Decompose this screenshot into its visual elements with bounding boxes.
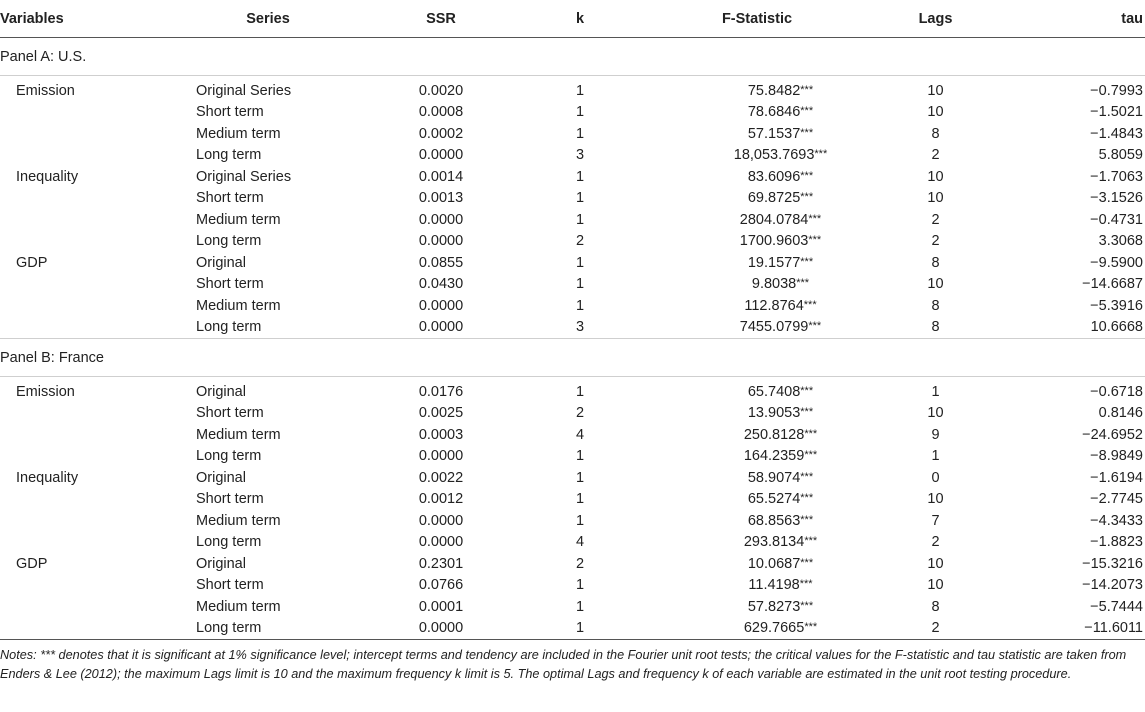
k-cell: 3 — [575, 147, 585, 164]
k-cell: 1 — [575, 190, 585, 207]
tau-cell: −5.7444 — [1090, 598, 1143, 615]
variable-cell — [0, 618, 168, 640]
variable-cell — [0, 424, 168, 446]
tau-cell: 0.8146 — [1098, 405, 1143, 422]
k-cell: 1 — [575, 469, 585, 486]
table-notes: Notes: *** denotes that it is significant at 1% significance level; intercept terms and tendency are included in the Fourier unit root tests; the critical values for the F-statistic and tau statistic are taken from Enders & Lee (2012); the maximum Lags limit is 10 and the maximum frequency k limit is 5. The optimal Lags and frequency k of each variable are estimated in the unit root testing procedure. — [0, 648, 1127, 681]
ssr-cell: 0.0014 — [418, 168, 464, 185]
lags-cell: 10 — [927, 555, 944, 572]
ssr-cell: 0.0022 — [418, 469, 464, 486]
k-cell: 1 — [575, 168, 585, 185]
series-cell: Medium term — [196, 297, 281, 314]
table-row — [0, 317, 1145, 339]
ssr-cell: 0.0000 — [368, 618, 514, 640]
ssr-cell: 0.0000 — [418, 297, 464, 314]
tau-cell: −2.7745 — [1090, 491, 1143, 508]
k-cell: 1 — [575, 104, 585, 121]
variable-cell — [0, 209, 168, 231]
variable-cell: Emission — [16, 383, 75, 400]
table-row — [0, 532, 1145, 554]
series-cell: Original — [196, 555, 246, 572]
fstat-value: 629.7665 — [743, 620, 805, 637]
lags-cell: 1 — [931, 383, 940, 400]
header-row — [0, 0, 1145, 38]
ssr-cell: 0.0000 — [418, 233, 464, 250]
fstat-cell — [646, 317, 868, 339]
tau-cell: −15.3216 — [1082, 555, 1143, 572]
k-cell: 2 — [575, 405, 585, 422]
significance-marker: *** — [804, 621, 818, 634]
ssr-cell: 0.0000 — [418, 448, 464, 465]
significance-marker: *** — [799, 578, 813, 591]
ssr-cell: 0.0000 — [418, 147, 464, 164]
table-row — [0, 76, 1145, 102]
lags-cell: 8 — [931, 598, 940, 615]
tau-cell: −4.3433 — [1090, 512, 1143, 529]
table-row — [0, 489, 1145, 511]
panel-header-row — [0, 38, 1145, 76]
variable-cell: Inequality — [16, 469, 79, 486]
panel-header-row — [0, 339, 1145, 377]
fstat-cell — [646, 209, 868, 231]
k-cell: 1 — [575, 383, 585, 400]
ssr-cell: 0.0002 — [418, 125, 464, 142]
k-cell: 1 — [575, 512, 585, 529]
ssr-cell: 0.0000 — [418, 534, 464, 551]
variable-cell: Inequality — [16, 168, 79, 185]
fstat-value: 75.8482 — [747, 82, 801, 99]
variable-cell — [0, 446, 168, 468]
fstat-value: 7455.0799 — [739, 319, 809, 336]
significance-marker: *** — [803, 298, 817, 311]
series-cell: Original Series — [196, 168, 292, 185]
tau-cell: −24.6952 — [1082, 426, 1143, 443]
series-cell: Long term — [196, 147, 262, 164]
k-cell: 4 — [575, 534, 585, 551]
lags-cell: 2 — [868, 618, 1003, 640]
significance-marker: *** — [800, 513, 814, 526]
k-cell: 1 — [575, 491, 585, 508]
table-row — [0, 102, 1145, 124]
variable-cell — [0, 274, 168, 296]
fstat-value: 65.5274 — [747, 491, 801, 508]
fstat-value: 164.2359 — [743, 448, 805, 465]
table-row — [0, 596, 1145, 618]
tau-cell: −5.3916 — [1090, 297, 1143, 314]
ssr-cell: 0.0020 — [418, 82, 464, 99]
variable-cell — [0, 231, 168, 253]
series-cell: Short term — [196, 276, 264, 293]
k-cell: 2 — [575, 233, 585, 250]
series-cell: Original Series — [196, 82, 292, 99]
series-cell: Long term — [196, 448, 262, 465]
fstat-value: 250.8128 — [743, 426, 805, 443]
table-row — [0, 575, 1145, 597]
ssr-cell: 0.0176 — [418, 383, 464, 400]
fstat-cell — [646, 295, 868, 317]
series-cell: Original — [196, 254, 246, 271]
significance-marker: *** — [800, 599, 814, 612]
table-row — [0, 274, 1145, 296]
lags-cell: 10 — [927, 190, 944, 207]
variable-cell — [0, 123, 168, 145]
tau-cell: −0.7993 — [1090, 82, 1143, 99]
ssr-cell: 0.0000 — [418, 512, 464, 529]
table-row — [0, 510, 1145, 532]
series-cell: Original — [196, 469, 246, 486]
fstat-value: 293.8134 — [743, 534, 805, 551]
table-row — [0, 424, 1145, 446]
variable-cell — [0, 102, 168, 124]
table-row — [0, 188, 1145, 210]
variable-cell — [0, 532, 168, 554]
k-cell: 1 — [575, 598, 585, 615]
variable-cell: GDP — [16, 555, 48, 572]
ssr-cell: 0.0001 — [418, 598, 464, 615]
lags-cell: 7 — [931, 512, 940, 529]
significance-marker: *** — [800, 492, 814, 505]
tau-cell: −0.6718 — [1090, 383, 1143, 400]
fstat-cell — [646, 377, 868, 403]
fstat-value: 78.6846 — [747, 104, 801, 121]
ssr-cell: 0.2301 — [418, 555, 464, 572]
significance-marker: *** — [800, 470, 814, 483]
series-cell: Short term — [196, 190, 264, 207]
ssr-cell: 0.0008 — [418, 104, 464, 121]
table-row — [0, 446, 1145, 468]
lags-cell: 8 — [931, 297, 940, 314]
significance-marker: *** — [800, 191, 814, 204]
tau-cell: 5.8059 — [1098, 147, 1143, 164]
tau-cell: −1.6194 — [1090, 469, 1143, 486]
fstat-cell — [646, 274, 868, 296]
k-cell: 1 — [575, 448, 585, 465]
fstat-cell — [646, 231, 868, 253]
table-row — [0, 252, 1145, 274]
significance-marker: *** — [808, 212, 822, 225]
variable-cell — [0, 317, 168, 339]
k-cell: 1 — [575, 577, 585, 594]
fstat-cell — [646, 188, 868, 210]
series-cell: Short term — [196, 577, 264, 594]
variable-cell — [0, 575, 168, 597]
k-cell: 4 — [575, 426, 585, 443]
tau-cell: −9.5900 — [1090, 254, 1143, 271]
fstat-value: 1700.9603 — [739, 233, 809, 250]
header-lags: Lags — [868, 0, 1003, 38]
variable-cell — [0, 403, 168, 425]
fstat-cell — [646, 145, 868, 167]
ssr-cell: 0.0000 — [418, 319, 464, 336]
fstat-value: 68.8563 — [747, 512, 801, 529]
table-row — [0, 377, 1145, 403]
variable-cell — [0, 510, 168, 532]
variable-cell — [0, 188, 168, 210]
variable-cell: Emission — [16, 82, 75, 99]
fstat-cell — [646, 510, 868, 532]
series-cell: Long term — [168, 618, 368, 640]
fstat-value: 58.9074 — [747, 469, 801, 486]
lags-cell: 10 — [927, 577, 944, 594]
fstat-value: 83.6096 — [747, 168, 801, 185]
fstat-value: 69.8725 — [747, 190, 801, 207]
lags-cell: 2 — [931, 211, 940, 228]
tau-cell: −14.6687 — [1082, 276, 1143, 293]
lags-cell: 10 — [927, 104, 944, 121]
k-cell: 1 — [514, 618, 646, 640]
lags-cell: 10 — [927, 405, 944, 422]
fstat-cell — [646, 102, 868, 124]
lags-cell: 8 — [931, 125, 940, 142]
fstat-value: 65.7408 — [747, 383, 801, 400]
significance-marker: *** — [796, 277, 810, 290]
variable-cell — [0, 145, 168, 167]
significance-marker: *** — [800, 556, 814, 569]
significance-marker: *** — [814, 148, 828, 161]
k-cell: 1 — [575, 276, 585, 293]
significance-marker: *** — [808, 234, 822, 247]
fstat-value: 19.1577 — [747, 254, 801, 271]
ssr-cell: 0.0025 — [418, 405, 464, 422]
header-series: Series — [168, 0, 368, 38]
significance-marker: *** — [804, 449, 818, 462]
tau-cell: −14.2073 — [1082, 577, 1143, 594]
fstat-cell — [646, 123, 868, 145]
series-cell: Original — [196, 383, 246, 400]
k-cell: 1 — [575, 211, 585, 228]
fstat-cell — [646, 76, 868, 102]
k-cell: 1 — [575, 297, 585, 314]
fstat-value: 57.1537 — [747, 125, 801, 142]
lags-cell: 0 — [931, 469, 940, 486]
series-cell: Long term — [196, 534, 262, 551]
lags-cell: 1 — [931, 448, 940, 465]
lags-cell: 2 — [931, 147, 940, 164]
ssr-cell: 0.0000 — [418, 211, 464, 228]
panel-title: Panel B: France — [0, 339, 1145, 377]
fstat-cell — [646, 403, 868, 425]
series-cell: Short term — [196, 491, 264, 508]
table-row — [0, 618, 1145, 640]
tau-cell: 3.3068 — [1098, 233, 1143, 250]
lags-cell: 10 — [927, 168, 944, 185]
k-cell: 3 — [575, 319, 585, 336]
significance-marker: *** — [804, 427, 818, 440]
table-row — [0, 553, 1145, 575]
fstat-value: 11.4198 — [748, 577, 800, 594]
tau-cell: −1.5021 — [1090, 104, 1143, 121]
fstat-cell — [646, 532, 868, 554]
fstat-cell — [646, 424, 868, 446]
variable-cell — [0, 295, 168, 317]
table-body — [0, 38, 1145, 640]
ssr-cell: 0.0013 — [418, 190, 464, 207]
table-row — [0, 209, 1145, 231]
significance-marker: *** — [800, 169, 814, 182]
series-cell: Short term — [196, 405, 264, 422]
fstat-cell — [646, 252, 868, 274]
ssr-cell: 0.0855 — [418, 254, 464, 271]
lags-cell: 10 — [927, 276, 944, 293]
series-cell: Medium term — [196, 125, 281, 142]
series-cell: Medium term — [196, 426, 281, 443]
fstat-value: 2804.0784 — [739, 211, 809, 228]
variable-cell: GDP — [16, 254, 48, 271]
series-cell: Medium term — [196, 211, 281, 228]
fstat-value: 9.8038 — [751, 276, 797, 293]
table-row — [0, 231, 1145, 253]
tau-cell: 10.6668 — [1090, 319, 1143, 336]
significance-marker: *** — [808, 320, 822, 333]
significance-marker: *** — [800, 406, 814, 419]
table-row — [0, 467, 1145, 489]
tau-cell: −1.4843 — [1090, 125, 1143, 142]
fstat-cell — [646, 575, 868, 597]
header-ssr: SSR — [368, 0, 514, 38]
fstat-cell — [646, 166, 868, 188]
lags-cell: 2 — [931, 233, 940, 250]
tau-cell: −1.8823 — [1090, 534, 1143, 551]
fstat-value: 13.9053 — [747, 405, 801, 422]
table-row — [0, 166, 1145, 188]
series-cell: Medium term — [196, 598, 281, 615]
header-variables: Variables — [0, 0, 168, 38]
series-cell: Medium term — [196, 512, 281, 529]
tau-cell: −0.4731 — [1090, 211, 1143, 228]
lags-cell: 10 — [927, 82, 944, 99]
significance-marker: *** — [800, 255, 814, 268]
table-row — [0, 145, 1145, 167]
table-row — [0, 403, 1145, 425]
fstat-cell — [646, 467, 868, 489]
fstat-value: 18,053.7693 — [733, 147, 815, 164]
k-cell: 2 — [575, 555, 585, 572]
tau-cell: −8.9849 — [1090, 448, 1143, 465]
series-cell: Short term — [196, 104, 264, 121]
k-cell: 1 — [575, 125, 585, 142]
significance-marker: *** — [800, 126, 814, 139]
tau-cell: −11.6011 — [1003, 618, 1145, 640]
ssr-cell: 0.0430 — [418, 276, 464, 293]
ssr-cell: 0.0766 — [418, 577, 464, 594]
lags-cell: 8 — [931, 319, 940, 336]
variable-cell — [0, 596, 168, 618]
significance-marker: *** — [804, 535, 818, 548]
lags-cell: 10 — [927, 491, 944, 508]
lags-cell: 2 — [931, 534, 940, 551]
series-cell: Long term — [196, 319, 262, 336]
tau-cell: −1.7063 — [1090, 168, 1143, 185]
variable-cell — [0, 489, 168, 511]
significance-marker: *** — [800, 384, 814, 397]
k-cell: 1 — [575, 82, 585, 99]
header-k: k — [514, 0, 646, 38]
table-row — [0, 123, 1145, 145]
k-cell: 1 — [575, 254, 585, 271]
fstat-cell — [646, 618, 868, 640]
fstat-value: 10.0687 — [747, 555, 801, 572]
table-row — [0, 295, 1145, 317]
ssr-cell: 0.0003 — [418, 426, 464, 443]
fstat-cell — [646, 489, 868, 511]
lags-cell: 8 — [931, 254, 940, 271]
ssr-cell: 0.0012 — [418, 491, 464, 508]
header-fstat: F-Statistic — [646, 0, 868, 38]
fstat-cell — [646, 446, 868, 468]
fstat-cell — [646, 596, 868, 618]
fstat-cell — [646, 553, 868, 575]
series-cell: Long term — [196, 233, 262, 250]
fstat-value: 112.8764 — [744, 297, 804, 314]
lags-cell: 9 — [931, 426, 940, 443]
fstat-value: 57.8273 — [747, 598, 801, 615]
significance-marker: *** — [800, 105, 814, 118]
tau-cell: −3.1526 — [1090, 190, 1143, 207]
panel-title: Panel A: U.S. — [0, 38, 1145, 76]
significance-marker: *** — [800, 83, 814, 96]
header-tau: tau — [1003, 0, 1145, 38]
